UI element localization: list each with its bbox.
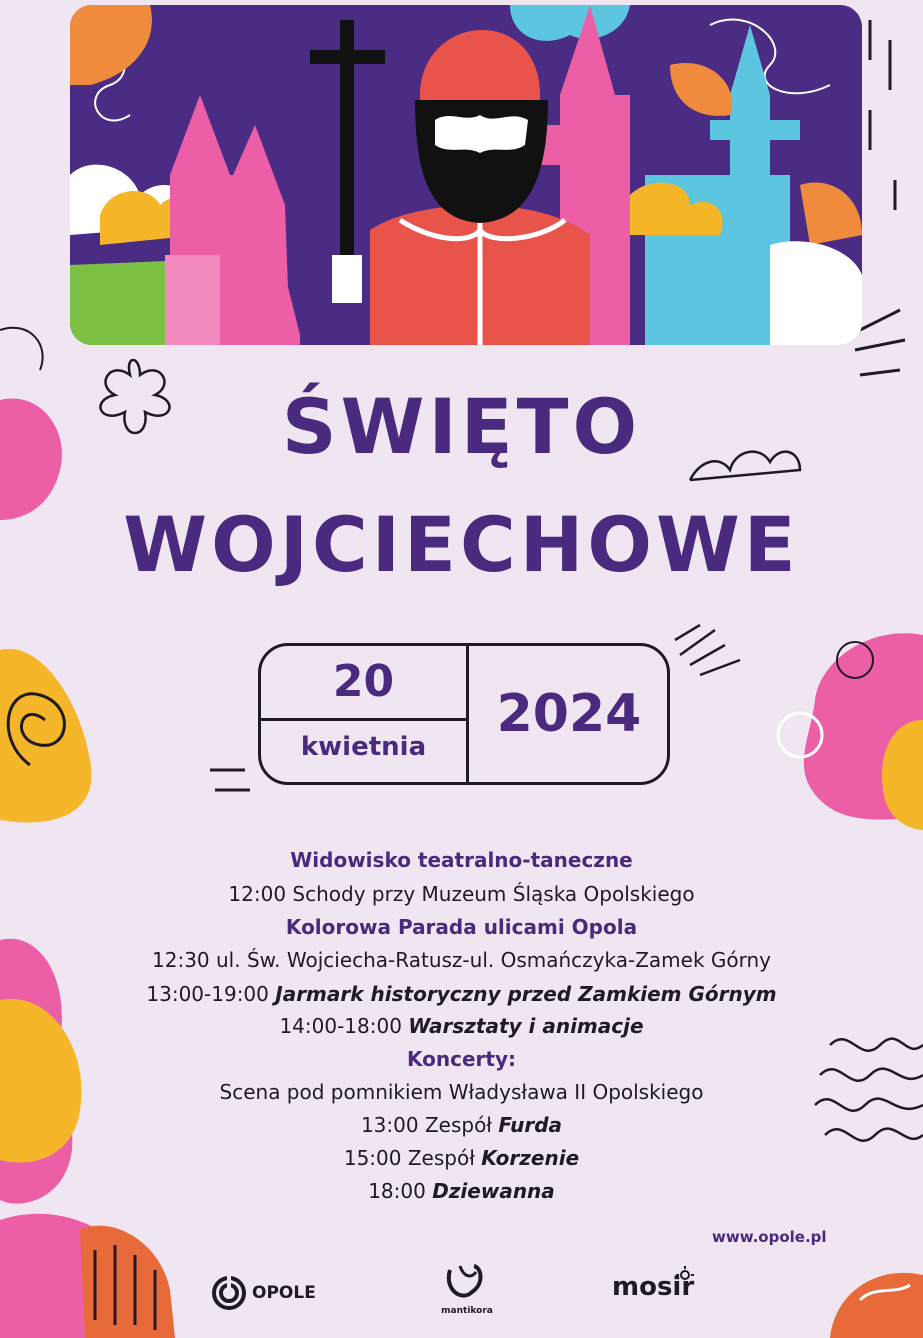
program-item4 xyxy=(0,1014,923,1038)
concert3-name: Dziewanna xyxy=(432,1179,555,1203)
program-item4-name: Warsztaty i animacje xyxy=(408,1014,644,1038)
concert1-prefix: 13:00 Zespół xyxy=(360,1113,492,1137)
concert2-name: Korzenie xyxy=(481,1146,580,1170)
program-item4-time: 14:00-18:00 xyxy=(279,1014,402,1038)
opole-logo-icon xyxy=(212,1276,246,1310)
program-item3-name: Jarmark historyczny przed Zamkiem Górnym xyxy=(275,982,777,1006)
title-line-1: ŚWIĘTO xyxy=(281,382,642,471)
date-day: 20 xyxy=(332,656,395,707)
program-item3-time: 13:00-19:00 xyxy=(146,982,269,1006)
logo-opole-text: OPOLE xyxy=(252,1283,316,1303)
concert1-name: Furda xyxy=(498,1113,563,1137)
program-item2-head: Kolorowa Parada ulicami Opola xyxy=(285,915,638,939)
program-stage: Scena pod pomnikiem Władysława II Opolskiego xyxy=(219,1080,704,1104)
program-concert3 xyxy=(0,1179,923,1203)
mantikora-logo-icon xyxy=(442,1262,492,1302)
website-link[interactable]: www.opole.pl xyxy=(712,1228,827,1246)
program-item3 xyxy=(0,982,923,1006)
date-box xyxy=(258,643,670,785)
program-concerts-head: Koncerty: xyxy=(406,1047,516,1071)
hero-illustration xyxy=(70,5,862,345)
program-concert2 xyxy=(0,1146,923,1170)
concert3-prefix: 18:00 xyxy=(368,1179,426,1203)
program-item2-line: 12:30 ul. Św. Wojciecha-Ratusz-ul. Osmańczyka-Zamek Górny xyxy=(152,948,771,972)
program-item1-line: 12:00 Schody przy Muzeum Śląska Opolskiego xyxy=(228,882,695,906)
title-line-2: WOJCIECHOWE xyxy=(123,500,800,589)
logo-opole xyxy=(212,1276,316,1310)
date-year: 2024 xyxy=(496,684,642,744)
logo-mantikora-text: mantikora xyxy=(441,1306,493,1316)
program-item1-head: Widowisko teatralno-taneczne xyxy=(290,848,633,872)
logo-mosir xyxy=(612,1272,694,1302)
date-divider-horizontal xyxy=(261,718,467,721)
logo-mantikora xyxy=(432,1262,502,1316)
sun-icon xyxy=(676,1266,694,1284)
program-concert1 xyxy=(0,1113,923,1137)
logo-mosir-text: mosir xyxy=(612,1272,695,1302)
date-month: kwietnia xyxy=(300,732,427,762)
concert2-prefix: 15:00 Zespół xyxy=(343,1146,475,1170)
